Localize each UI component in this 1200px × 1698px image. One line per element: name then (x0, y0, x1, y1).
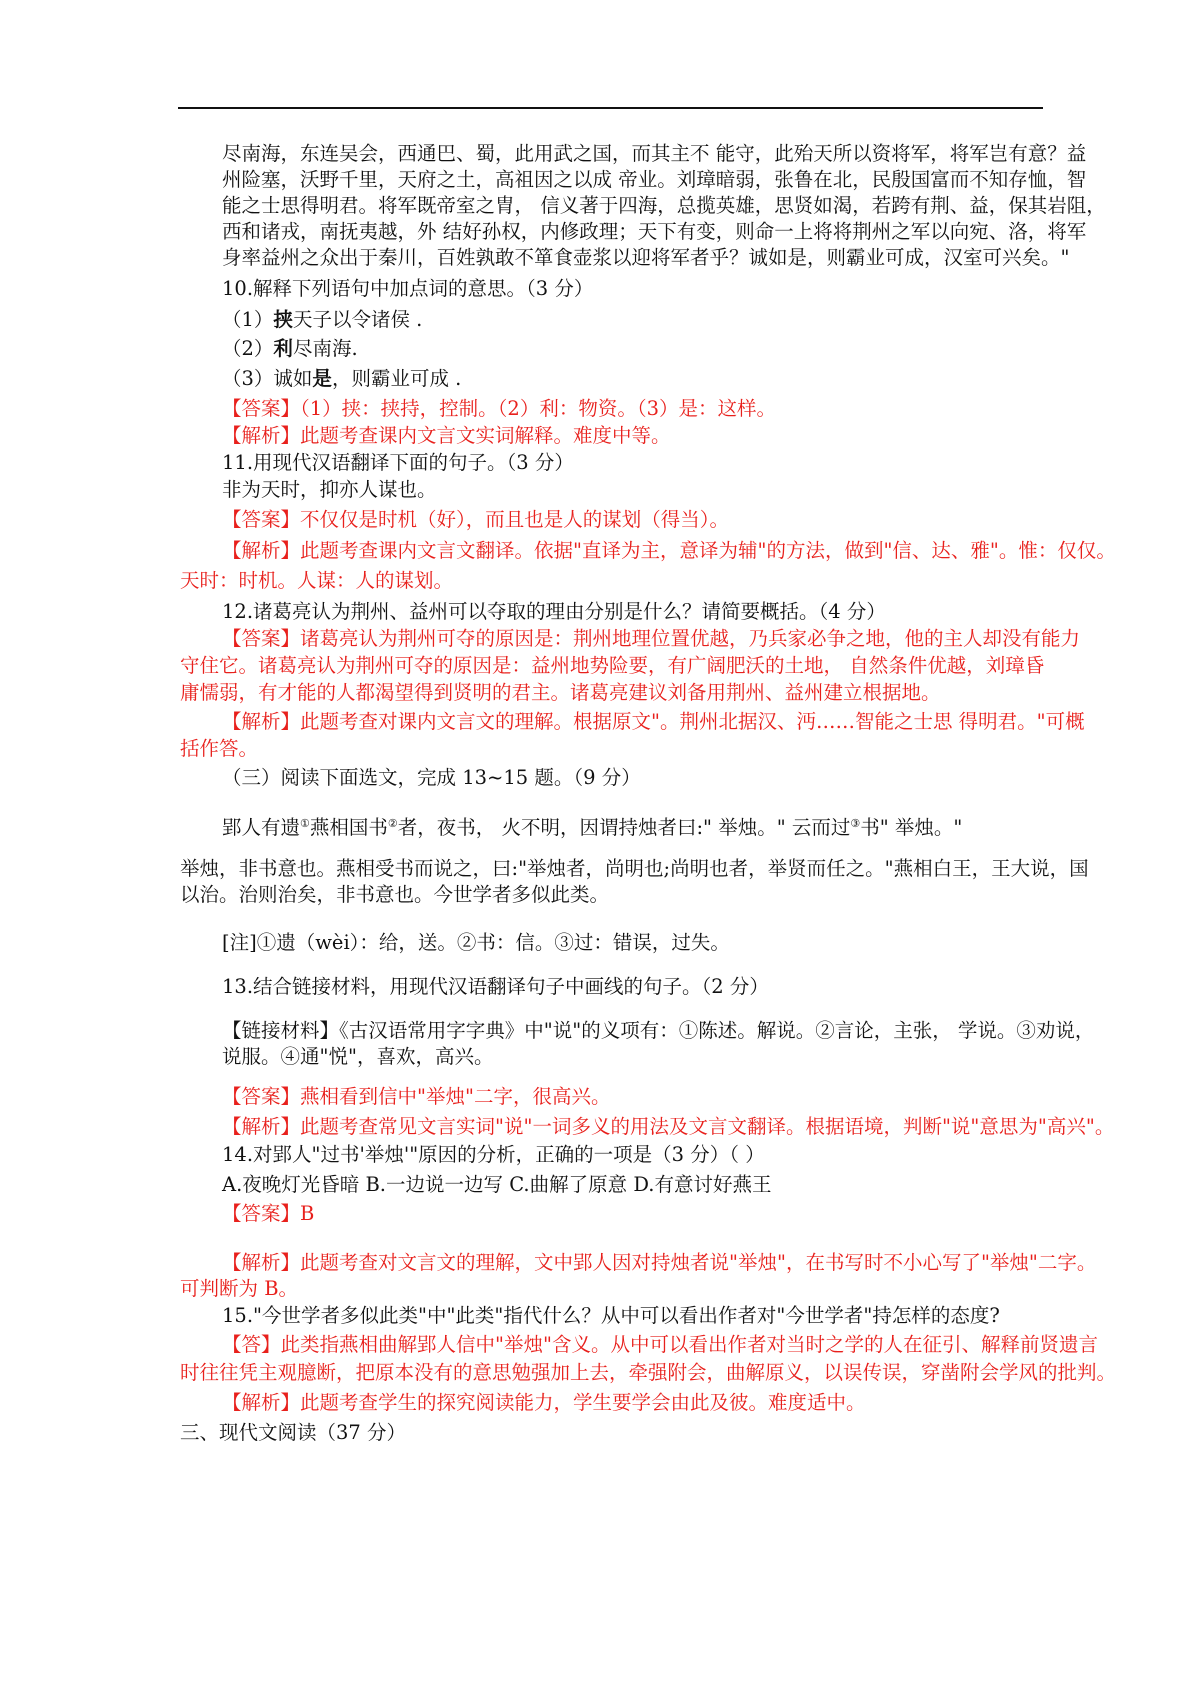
link-material: 说服。④通"悦"，喜欢，高兴。 (222, 1045, 494, 1068)
question-12-analysis: 括作答。 (180, 737, 259, 760)
excerpt-note: [注]①遗（wèi）：给，送。②书：信。③过：错误，过失。 (222, 931, 730, 954)
question-13-analysis: 【解析】此题考查常见文言实词"说"一词多义的用法及文言文翻译。根据语境，判断"说"意思为"高兴"。 (222, 1115, 1115, 1138)
header-rule (178, 107, 1043, 109)
question-11-stem: 11.用现代汉语翻译下面的句子。（3 分） (222, 451, 574, 474)
passage-line: 州险塞，沃野千里，天府之土，高祖因之以成 帝业。刘璋暗弱，张鲁在北，民殷国富而不知存恤，智 (222, 168, 1087, 191)
question-11-analysis: 天时：时机。人谋：人的谋划。 (180, 569, 454, 592)
question-12-stem: 12.诸葛亮认为荆州、益州可以夺取的理由分别是什么？请简要概括。（4 分） (222, 600, 886, 623)
question-10-answer: 【答案】（1）挟：挟持，控制。（2）利：物资。（3）是：这样。 (222, 397, 776, 420)
question-11-analysis: 【解析】此题考查课内文言文翻译。依据"直译为主，意译为辅"的方法，做到"信、达、雅"。惟：仅仅。 (222, 539, 1116, 562)
question-13-stem: 13.结合链接材料，用现代汉语翻译句子中画线的句子。（2 分） (222, 975, 769, 998)
dotted-word: 利 (273, 337, 293, 360)
question-14-analysis: 【解析】此题考查对文言文的理解，文中郢人因对持烛者说"举烛"，在书写时不小心写了"举烛"二字。 (222, 1251, 1097, 1274)
excerpt-line: 以治。治则治矣，非书意也。今世学者多似此类。 (180, 883, 610, 906)
question-14-options: A.夜晚灯光昏暗 B.一边说一边写 C.曲解了原意 D.有意讨好燕王 (222, 1173, 772, 1196)
footnote-marker: ③ (850, 817, 861, 830)
question-12-answer: 【答案】诸葛亮认为荆州可夺的原因是：荆州地理位置优越，乃兵家必争之地，他的主人却没有能力 (222, 627, 1081, 650)
passage-line: 尽南海，东连吴会，西通巴、蜀，此用武之国，而其主不 能守，此殆天所以资将军，将军岂有意？益 (222, 142, 1087, 165)
question-10-item-3: （3）诚如是，则霸业可成 . (222, 367, 462, 390)
question-15-stem: 15."今世学者多似此类"中"此类"指代什么？从中可以看出作者对"今世学者"持怎样的态度? (222, 1304, 1000, 1327)
question-15-answer: 时往往凭主观臆断，把原本没有的意思勉强加上去，牵强附会，曲解原义，以误传误，穿凿附会学风的批判。 (180, 1361, 1117, 1384)
passage-line: 身率益州之众出于秦川，百姓孰敢不箪食壶浆以迎将军者乎？诚如是，则霸业可成，汉室可兴矣。" (222, 246, 1070, 269)
section-heading: （三）阅读下面选文，完成 13~15 题。（9 分） (222, 766, 641, 789)
footnote-marker: ① (300, 817, 310, 830)
question-12-answer: 庸懦弱，有才能的人都渴望得到贤明的君主。诸葛亮建议刘备用荆州、益州建立根据地。 (180, 681, 941, 704)
question-13-answer: 【答案】燕相看到信中"举烛"二字，很高兴。 (222, 1085, 611, 1108)
question-12-answer: 守住它。诸葛亮认为荆州可夺的原因是：益州地势险要，有广阔肥沃的土地， 自然条件优越，刘璋昏 (180, 654, 1045, 677)
passage-line: 能之士思得明君。将军既帝室之胄， 信义著于四海，总揽英雄，思贤如渴，若跨有荆、益，保其岩阻， (222, 194, 1106, 217)
question-14-stem: 14.对郢人"过书'举烛'"原因的分析，正确的一项是（3 分）（ ） (222, 1143, 765, 1166)
section-title-modern-reading: 三、现代文阅读（37 分） (180, 1421, 407, 1444)
question-11-sentence: 非为天时，抑亦人谋也。 (222, 478, 437, 501)
passage-line: 西和诸戎，南抚夷越，外 结好孙权，内修政理；天下有变，则命一上将将荆州之军以向宛、洛，将军 (222, 220, 1087, 243)
question-15-analysis: 【解析】此题考查学生的探究阅读能力，学生要学会由此及彼。难度适中。 (222, 1391, 866, 1414)
question-12-analysis: 【解析】此题考查对课内文言文的理解。根据原文"。荆州北据汉、沔……智能之士思 得明君。"可概 (222, 710, 1085, 733)
question-10-item-1: （1）挟天子以令诸侯 . (222, 308, 423, 331)
dotted-word: 挟 (273, 308, 293, 331)
question-11-answer: 【答案】不仅仅是时机（好），而且也是人的谋划（得当）。 (222, 508, 730, 531)
dotted-word: 是 (312, 367, 332, 390)
question-15-answer: 【答】此类指燕相曲解郢人信中"举烛"含义。从中可以看出作者对当时之学的人在征引、解释前贤遗言 (222, 1333, 1098, 1356)
question-14-answer: 【答案】B (222, 1202, 315, 1225)
excerpt-line: 举烛，非书意也。燕相受书而说之，曰:"举烛者，尚明也;尚明也者，举贤而任之。"燕相白王，王大说，国 (180, 857, 1089, 880)
question-10-stem: 10.解释下列语句中加点词的意思。（3 分） (222, 277, 594, 300)
question-10-item-2: （2）利尽南海. (222, 337, 358, 360)
link-material: 【链接材料】《古汉语常用字字典》中"说"的义项有：①陈述。解说。②言论，主张， 学说。③劝说， (222, 1019, 1095, 1042)
excerpt-line: 郢人有遗①燕相国书②者，夜书， 火不明，因谓持烛者曰:" 举烛。" 云而过③书" 举烛。" (222, 816, 963, 839)
question-10-analysis: 【解析】此题考查课内文言文实词解释。难度中等。 (222, 424, 671, 447)
question-14-analysis: 可判断为 B。 (180, 1277, 299, 1300)
footnote-marker: ② (387, 817, 398, 830)
